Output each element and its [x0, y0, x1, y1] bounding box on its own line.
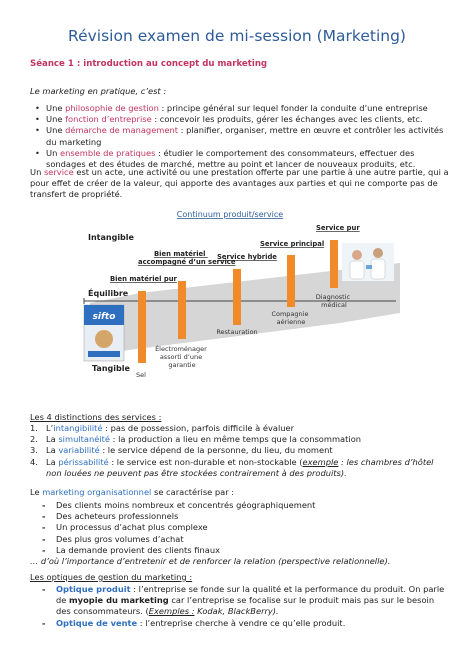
list-item: - Optique produit : l’entreprise se fonde sur la qualité et la performance du produit. On parle de myopie du marketing car l’entreprise se focalise sur le produit mais pas sur le besoin des consommateurs. (Exemples : Kodak, BlackBerry).: [30, 584, 450, 618]
example-label: Exemples :: [148, 606, 195, 617]
term: service: [43, 167, 74, 177]
marketing-definition-list: [30, 103, 450, 170]
column-header: Bien matériel accompagné d’un service: [138, 250, 236, 266]
list-item: - La demande provient des clients finaux: [30, 545, 450, 556]
term: fonction d’entreprise: [65, 114, 152, 125]
org-conclusion: … d’où l’importance d’entretenir et de renforcer la relation (perspective relationnelle).: [30, 556, 391, 566]
bar-service-principal: [287, 255, 295, 307]
org-marketing-list: [30, 500, 450, 556]
term: Optique produit: [56, 584, 131, 594]
column-header: Service hybride: [217, 253, 277, 261]
key-concept: myopie du marketing: [69, 595, 169, 606]
tangible-label: Tangible: [92, 364, 130, 373]
continuum-diagram: [80, 205, 400, 383]
product-logo: sifto: [92, 312, 116, 322]
list-item: • Une philosophie de gestion : principe général sur lequel fonder la conduite d’une entreprise: [30, 103, 450, 114]
list-item: - Des clients moins nombreux et concentrés géographiquement: [30, 500, 450, 511]
bar-bien-materiel-pur: [138, 291, 146, 363]
list-item: - Optique de vente : l’entreprise cherche à vendre ce qu’elle produit.: [30, 618, 450, 629]
term: marketing organisationnel: [42, 487, 152, 497]
bar-service-hybride: [233, 269, 241, 325]
org-marketing-intro: Le marketing organisationnel se caractérise par :: [30, 487, 235, 497]
equilibrium-label: Équilibre: [88, 289, 129, 298]
services-distinctions-list: [30, 423, 450, 479]
marketing-intro: Le marketing en pratique, c’est :: [30, 86, 167, 96]
intangible-label: Intangible: [88, 233, 134, 242]
page-title: Révision examen de mi-session (Marketing): [68, 27, 406, 45]
column-caption: Électroménager assorti d’une garantie: [155, 345, 207, 369]
term: ensemble de pratiques: [59, 147, 156, 158]
column-caption: Compagnie aérienne: [271, 310, 309, 326]
column-header: Service pur: [316, 224, 360, 232]
column-caption: Restauration: [216, 328, 258, 336]
service-definition: Un service est un acte, une activité ou une prestation offerte par une partie à une autre partie, qui a pour effet de créer de la valeur, qui apporte des avantages aux parties et qui ne comporte pas de transfert de propriété.: [30, 167, 449, 200]
optics-heading: Les optiques de gestion du marketing :: [30, 572, 193, 582]
list-item: 4. La périssabilité : le service est non-durable et non-stockable (exemple : les chambres d’hôtel non louées ne peuvent pas être stockées contrairement à des produits).: [30, 456, 434, 478]
term: philosophie de gestion: [65, 103, 159, 113]
term: périssabilité: [58, 456, 109, 467]
list-item: • Une fonction d’entreprise : concevoir les produits, gérer les échanges avec les clients, etc.: [30, 114, 450, 125]
term: intangibilité: [53, 423, 103, 433]
column-caption: Diagnostic médical: [315, 293, 351, 309]
bar-bien-materiel-service: [178, 281, 186, 339]
continuum-title: Continuum produit/service: [176, 210, 284, 219]
term: simultanéité: [58, 434, 110, 445]
bar-service-pur: [330, 240, 338, 288]
optics-list: [30, 584, 450, 629]
term: Optique de vente: [56, 617, 138, 628]
example-label: exemple: [302, 456, 339, 467]
salt-box-image: [84, 305, 124, 361]
list-item: 3. La variabilité : le service dépend de la personne, du lieu, du moment: [30, 445, 333, 456]
column-header: Bien matériel pur: [110, 275, 177, 283]
doctor-photo: [342, 243, 394, 281]
list-item: - Des acheteurs professionnels: [30, 511, 450, 522]
section-heading: Séance 1 : introduction au concept du marketing: [30, 59, 268, 69]
term: variabilité: [58, 445, 100, 456]
list-item: • Un ensemble de pratiques : étudier le comportement des consommateurs, effectuer des sondages et des études de marché, mettre au point et lancer de nouveaux produits, etc.: [30, 148, 450, 170]
list-item: - Des plus gros volumes d’achat: [30, 534, 450, 545]
list-item: • Une démarche de management : planifier, organiser, mettre en œuvre et contrôler les activités du marketing: [30, 125, 450, 147]
services-heading: Les 4 distinctions des services :: [30, 412, 162, 422]
list-item: - Un processus d’achat plus complexe: [30, 522, 450, 533]
list-item: 2. La simultanéité : la production a lieu en même temps que la consommation: [30, 434, 362, 445]
column-caption: Sel: [136, 371, 146, 379]
column-header: Service principal: [260, 240, 325, 248]
list-item: 1. L’intangibilité : pas de possession, parfois difficile à évaluer: [30, 423, 295, 433]
term: démarche de management: [65, 125, 178, 136]
